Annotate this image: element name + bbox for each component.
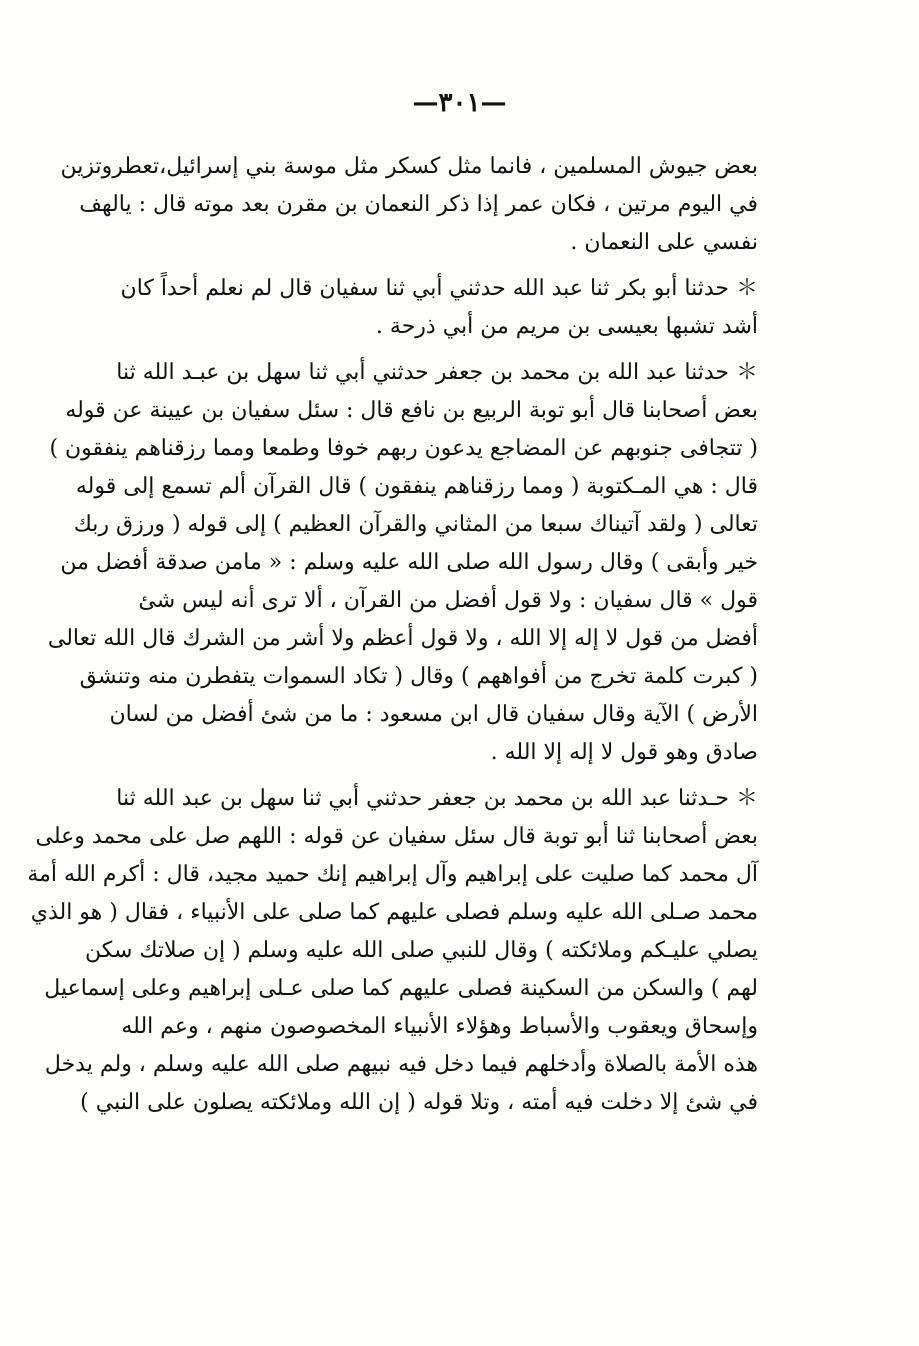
text-line: بعض أصحابنا ثنا أبو توبة قال سئل سفيان عن قوله : اللهم صل على محمد وعلى [35, 824, 758, 849]
text-line: بعض جيوش المسلمين ، فانما مثل كسكر مثل موسة بني إسرائيل،تعطروتزين [60, 154, 758, 179]
page-number: —٣٠١— [412, 88, 507, 118]
text-line: قال : هي المـكتوبة ( ومما رزقناهم ينفقون ) قال القرآن ألم تسمع إلى قوله [75, 474, 758, 499]
text-line: بعض أصحابنا قال أبو توبة الربيع بن نافع قال : سئل سفيان بن عيينة عن قوله [65, 398, 758, 423]
text-line: في اليوم مرتين ، فكان عمر إذا ذكر النعمان بن مقرن بعد موته قال : يالهف [79, 192, 758, 217]
text-line: خير وأبقى ) وقال رسول الله صلى الله عليه وسلم : « مامن صدقة أفضل من [60, 550, 758, 575]
paragraph [47, 354, 758, 772]
text-line: الأرض ) الآية وقال سفيان قال ابن مسعود : ما من شئ أفضل من لسان [109, 702, 758, 727]
paragraph-gap [164, 772, 758, 780]
paragraph [27, 780, 758, 1122]
text-line: آل محمد كما صليت على إبراهيم وآل إبراهيم إنك حميد مجيد، قال : أكرم الله أمة [27, 862, 758, 887]
paragraph [60, 148, 758, 262]
text-line: تعالى ( ولقد آتيناك سبعا من المثاني والقرآن العظيم ) إلى قوله ( ورزق ربك [73, 512, 758, 537]
text-line: نفسي على النعمان . [570, 230, 758, 255]
text-line: أفضل من قول لا إله إلا الله ، ولا قول أعظم ولا أشر من الشرك قال الله تعالى [47, 626, 758, 651]
text-line: صادق وهو قول لا إله إلا الله . [490, 740, 758, 765]
text-block [27, 148, 758, 1122]
text-line: أشد تشبها بعيسى بن مريم من أبي ذرحة . [375, 314, 758, 339]
text-line: ＊ حدثنا عبد الله بن محمد بن جعفر حدثني أبي ثنا سهل بن عبـد الله ثنا [116, 360, 758, 385]
text-line: ＊ حدثنا أبو بكر ثنا عبد الله حدثني أبي ثنا سفيان قال لم نعلم أحداً كان [120, 276, 758, 301]
text-line: وإسحاق ويعقوب والأسباط وهؤلاء الأنبياء المخصوصون منهم ، وعم الله [121, 1014, 758, 1039]
text-line: محمد صـلى الله عليه وسلم فصلى عليهم كما صلى على الأنبياء ، فقال ( هو الذي [30, 900, 758, 925]
text-line: هذه الأمة بالصلاة وأدخلهم فيما دخل فيه نبيهم صلى الله عليه وسلم ، ولم يدخل [44, 1052, 758, 1077]
paragraph [120, 270, 758, 346]
text-line: في شئ إلا دخلت فيه أمته ، وتلا قوله ( إن الله وملائكته يصلون على النبي ) [80, 1090, 758, 1115]
paragraph-gap [164, 262, 758, 270]
paragraph-gap [164, 346, 758, 354]
text-line: ( تتجافى جنوبهم عن المضاجع يدعون ربهم خوفا وطمعا ومما رزقناهم ينفقون ) [49, 436, 758, 461]
text-line: ＊ حـدثنا عبد الله بن محمد بن جعفر حدثني أبي ثنا سهل بن عبد الله ثنا [116, 786, 758, 811]
text-line: ( كبرت كلمة تخرج من أفواههم ) وقال ( تكاد السموات يتفطرن منه وتنشق [79, 664, 758, 689]
text-line: قول » قال سفيان : ولا قول أفضل من القرآن ، ألا ترى أنه ليس شئ [138, 588, 758, 613]
text-line: لهم ) والسكن من السكينة فصلى عليهم كما صلى عـلى إبراهيم وعلى إسماعيل [44, 976, 758, 1001]
text-line: يصلي عليـكم وملائكته ) وقال للنبي صلى الله عليه وسلم ( إن صلاتك سكن [85, 938, 758, 963]
